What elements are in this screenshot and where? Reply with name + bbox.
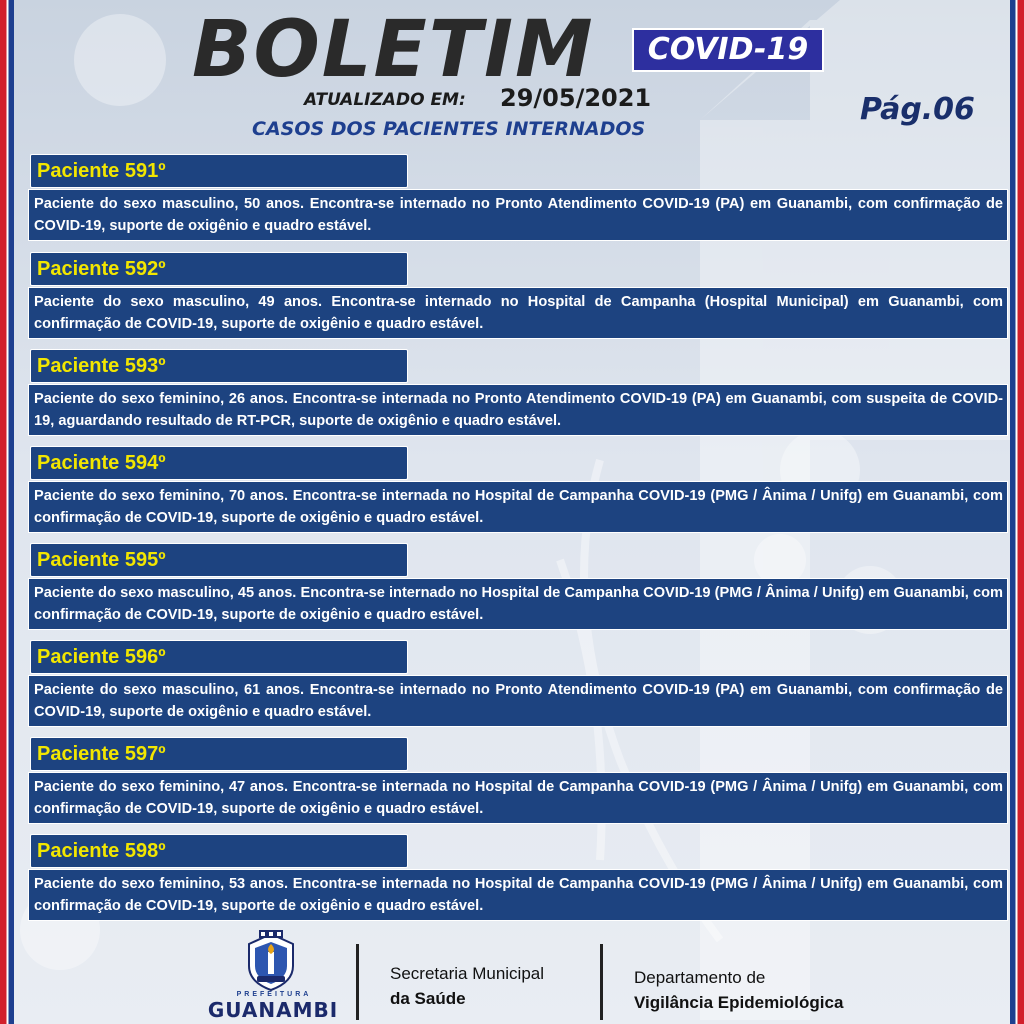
- patient-description: Paciente do sexo feminino, 47 anos. Encontra-se internada no Hospital de Campanha COVID-19 (PMG / Ânima / Unifg) em Guanambi, com confirmação de COVID-19, suporte de oxigênio e quadro estável.: [28, 772, 1008, 824]
- logo-prefeitura-text: PREFEITURA: [236, 991, 312, 998]
- patient-description: Paciente do sexo feminino, 70 anos. Encontra-se internada no Hospital de Campanha COVID-19 (PMG / Ânima / Unifg) em Guanambi, com confirmação de COVID-19, suporte de oxigênio e quadro estável.: [28, 481, 1008, 533]
- secretaria-line-2: da Saúde: [390, 989, 466, 1008]
- page-subtitle: CASOS DOS PACIENTES INTERNADOS: [252, 118, 646, 140]
- patient-description: Paciente do sexo masculino, 49 anos. Encontra-se internado no Hospital de Campanha (Hospital Municipal) em Guanambi, com confirmação de COVID-19, suporte de oxigênio e quadro estável.: [28, 287, 1008, 339]
- patient-title: Paciente 598º: [30, 834, 408, 868]
- left-flag-stripe: [0, 0, 14, 1024]
- patient-description: Paciente do sexo masculino, 50 anos. Encontra-se internado no Pronto Atendimento COVID-19 (PA) em Guanambi, com confirmação de COVID-19, suporte de oxigênio e quadro estável.: [28, 189, 1008, 241]
- updated-label: ATUALIZADO EM:: [304, 90, 466, 110]
- departamento-line-1: Departamento de: [634, 968, 766, 987]
- footer-divider: [600, 944, 603, 1020]
- patient-title: Paciente 592º: [30, 252, 408, 286]
- patient-title: Paciente 594º: [30, 446, 408, 480]
- patient-description: Paciente do sexo masculino, 61 anos. Encontra-se internado no Pronto Atendimento COVID-19 (PA) em Guanambi, com confirmação de COVID-19, suporte de oxigênio e quadro estável.: [28, 675, 1008, 727]
- patient-description: Paciente do sexo feminino, 53 anos. Encontra-se internada no Hospital de Campanha COVID-19 (PMG / Ânima / Unifg) em Guanambi, com confirmação de COVID-19, suporte de oxigênio e quadro estável.: [28, 869, 1008, 921]
- bulletin-title: BOLETIM: [192, 5, 595, 95]
- departamento-block: [634, 965, 843, 1015]
- updated-date: 29/05/2021: [500, 84, 652, 112]
- patient-description: Paciente do sexo feminino, 26 anos. Encontra-se internada no Pronto Atendimento COVID-19 (PA) em Guanambi, com suspeita de COVID-19, aguardando resultado de RT-PCR, suporte de oxigênio e quadro estável.: [28, 384, 1008, 436]
- patient-title: Paciente 597º: [30, 737, 408, 771]
- departamento-line-2: Vigilância Epidemiológica: [634, 993, 844, 1012]
- patient-title: Paciente 593º: [30, 349, 408, 383]
- secretaria-line-1: Secretaria Municipal: [390, 964, 545, 983]
- footer-divider: [356, 944, 359, 1020]
- patient-title: Paciente 595º: [30, 543, 408, 577]
- page-number: Pág.06: [860, 92, 975, 127]
- right-flag-stripe: [1010, 0, 1024, 1024]
- patient-title: Paciente 596º: [30, 640, 408, 674]
- covid-badge: COVID-19: [632, 28, 824, 72]
- patient-title: Paciente 591º: [30, 154, 408, 188]
- secretaria-block: [390, 961, 544, 1011]
- logo-guanambi-text: GUANAMBI: [207, 998, 339, 1022]
- patient-description: Paciente do sexo masculino, 45 anos. Encontra-se internado no Hospital de Campanha COVID-19 (PMG / Ânima / Unifg) em Guanambi, com confirmação de COVID-19, suporte de oxigênio e quadro estável.: [28, 578, 1008, 630]
- municipal-coat-of-arms-icon: [243, 930, 299, 992]
